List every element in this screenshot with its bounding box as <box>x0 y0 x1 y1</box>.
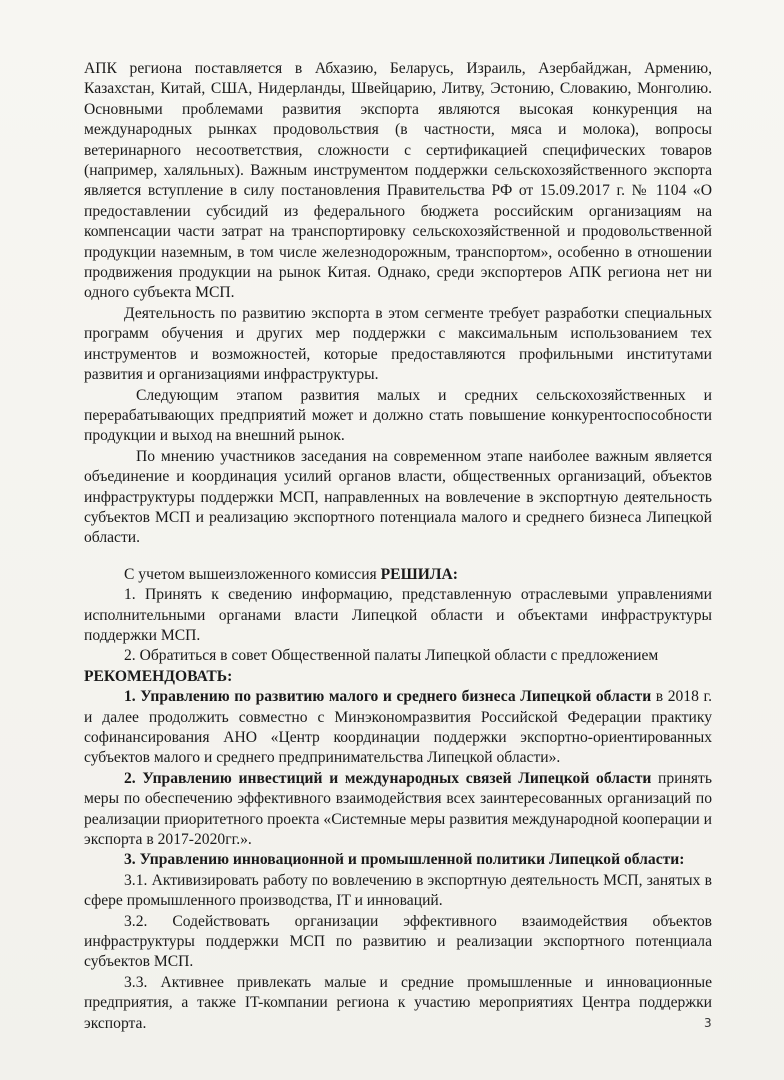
recommendation-2-title: 2. Управлению инвестиций и международных связей Липецкой области <box>124 769 652 787</box>
page-number: 3 <box>704 1016 712 1030</box>
recommendation-3-1: 3.1. Активизировать работу по вовлечению в экспортную деятельность МСП, занятых в сфере промышленного производства, IT и инноваций. <box>84 871 712 910</box>
recommendation-2 <box>84 769 712 851</box>
recommend-heading <box>84 667 712 687</box>
recommend-heading-text: РЕКОМЕНДОВАТЬ: <box>84 667 233 685</box>
paragraph-export-problems: АПК региона поставляется в Абхазию, Беларусь, Израиль, Азербайджан, Армению, Казахстан, Китай, США, Нидерланды, Швейцарию, Литву, Эстонию, Словакию, Монголию. Основными проблемами развития экспорта являются высокая конкуренция на международных рынках продовольствия (в частности, мяса и молока), вопросы ветеринарного несоответствия, сложности с сертификацией специфических товаров (например, халяльных). Важным инструментом поддержки сельскохозяйственного экспорта является вступление в силу постановления Правительства РФ от 15.09.2017 г. № 1104 «О предоставлении субсидий из федерального бюджета российским организациям на компенсации части затрат на транспортировку сельскохозяйственной и продовольственной продукции наземным, в том числе железнодорожным, транспортом», особенно в отношении продвижения продукции на рынок Китая. Однако, среди экспортеров АПК региона нет ни одного субъекта МСП. <box>84 60 712 302</box>
recommendation-3-title: 3. Управлению инновационной и промышленной политики Липецкой области: <box>124 851 685 869</box>
recommendation-3-2: 3.2. Содействовать организации эффективного взаимодействия объектов инфраструктуры поддержки МСП по развитию и реализации экспортного потенциала субъектов МСП. <box>84 912 712 971</box>
decision-item-1: 1. Принять к сведению информацию, представленную отраслевыми управлениями исполнительными органами власти Липецкой области и объектами инфраструктуры поддержки МСП. <box>84 586 712 644</box>
decision-resolved-label: РЕШИЛА: <box>380 565 458 583</box>
decision-item-2: 2. Обратиться в совет Общественной палаты Липецкой области с предложением <box>124 647 659 665</box>
decision-lead <box>84 565 712 585</box>
recommendation-3-3: 3.3. Активнее привлекать малые и средние промышленные и инновационные предприятия, а также IT-компании региона к участию мероприятиях Центра поддержки экспорта. <box>84 973 712 1032</box>
paragraph-next-stage: Следующим этапом развития малых и средних сельскохозяйственных и перерабатывающих предприятий может и должно стать повышение конкурентоспособности продукции и выход на внешний рынок. <box>84 386 712 445</box>
document-body <box>84 59 712 1034</box>
recommendation-1 <box>84 687 712 769</box>
recommendation-3 <box>84 850 712 870</box>
decision-lead-text: С учетом вышеизложенного комиссия <box>124 565 381 583</box>
recommendation-2-text: принять меры по обеспечению эффективного взаимодействия всех заинтересованных организаций по реализации приоритетного проекта «Системные меры развития международной кооперации и экспорта в 2017-2020гг.». <box>84 769 712 849</box>
paragraph-export-development: Деятельность по развитию экспорта в этом сегменте требует разработки специальных программ обучения и других мер поддержки с максимальным использованием тех инструментов и возможностей, которые предоставляются профильными институтами развития и организациями инфраструктуры. <box>84 304 712 384</box>
paragraph-participants-opinion: По мнению участников заседания на современном этапе наиболее важным является объединение и координация усилий органов власти, общественных организаций, объектов инфраструктуры поддержки МСП, направленных на вовлечение в экспортную деятельность субъектов МСП и реализацию экспортного потенциала малого и среднего бизнеса Липецкой области. <box>84 447 712 547</box>
recommendation-1-text: в 2018 г. и далее продолжить совместно с Минэкономразвития Российской Федерации практику софинансирования АНО «Центр координации поддержки экспортно-ориентированных субъектов малого и среднего предпринимательства Липецкой области». <box>84 688 712 767</box>
spacer <box>84 549 712 565</box>
recommendation-1-title: 1. Управлению по развитию малого и среднего бизнеса Липецкой области <box>124 688 652 706</box>
